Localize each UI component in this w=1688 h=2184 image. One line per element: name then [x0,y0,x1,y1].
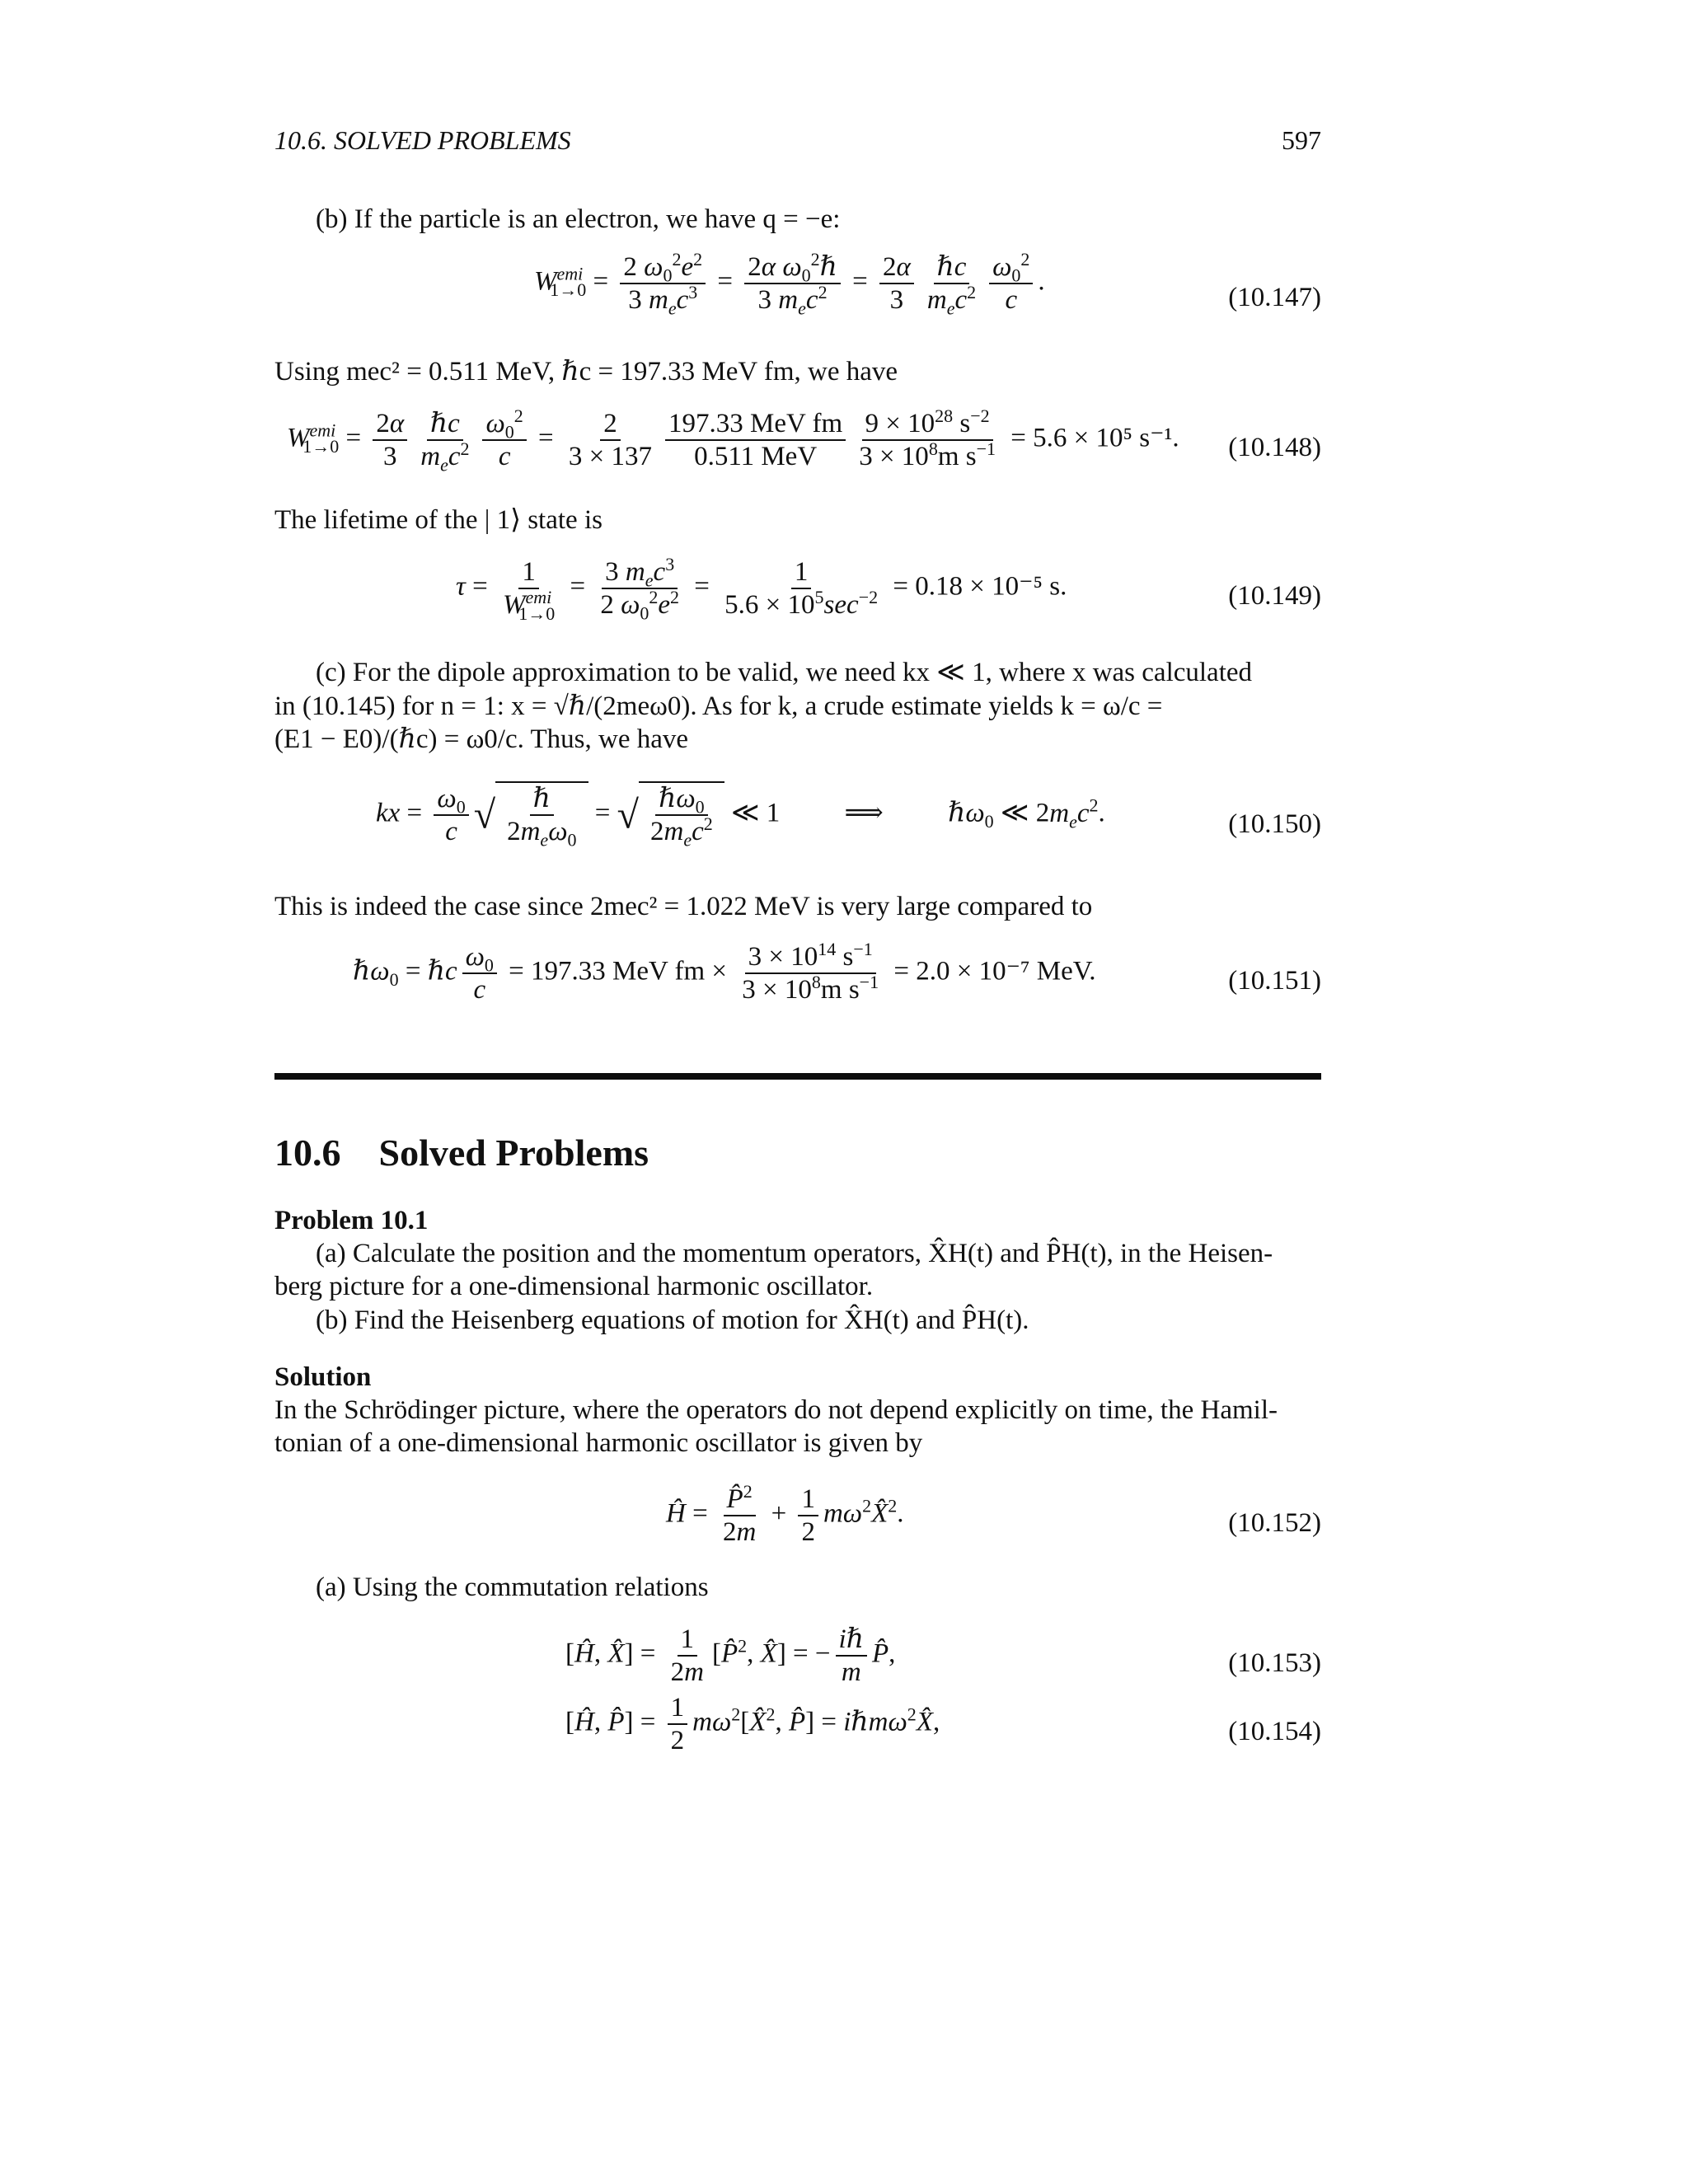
commutation-line: (a) Using the commutation relations [316,1572,709,1602]
section-title: Solved Problems [378,1132,649,1174]
problem-a-line-2: berg picture for a one-dimensional harmonic oscillator. [274,1272,874,1301]
part-c-line-3: (E1 − E0)/(ℏc) = ω0/c. Thus, we have [274,724,689,754]
section-number: 10.6 [274,1132,341,1174]
equation-number-10-148: (10.148) [1228,433,1321,462]
equation-10-149: τ = $\frac{1}{W^{emi}_{1\to 0}}$ = $\frac{3 m_ec^3}{2 \omega_0^2e^2}$ = $\frac{1}{5.6 \times 10^5\sec^{-2}}$ = 0.18 × 10⁻⁵ s. [456,554,1067,624]
solution-line-2: tonian of a one-dimensional harmonic oscillator is given by [274,1428,923,1458]
equation-10-153: [Ĥ, X̂] = $\frac{1}{2m}$ [P̂$^2$, X̂] = − $\frac{\text{iℏ}}{m}$ P̂, [565,1624,896,1687]
equation-number-10-153: (10.153) [1228,1648,1321,1678]
equation-10-148-result: = 5.6 × 10⁵ s⁻¹. [1010,423,1179,453]
equation-number-10-147: (10.147) [1228,283,1321,312]
running-title: 10.6. SOLVED PROBLEMS [274,125,571,155]
equation-number-10-152: (10.152) [1228,1508,1321,1538]
equation-10-154: [Ĥ, P̂] = $\frac{1}{2}$ $m\omega^2[X̂^2$, P̂] = iℏmω$^2$X̂, [565,1693,940,1755]
equation-10-151: ℏω$_0$ = ℏc $\frac{\omega_0}{c}$ = 197.33 MeV fm × $\frac{3 \times 10^{14} s^{-1}}{3 \times 10^8m s^{-1}}$ = 2.0 × 10⁻⁷ MeV. [353,939,1096,1005]
equation-number-10-150: (10.150) [1228,809,1321,839]
problem-title: Problem 10.1 [274,1206,429,1235]
equation-10-151-result: = 2.0 × 10⁻⁷ MeV. [893,956,1096,987]
equation-number-10-149: (10.149) [1228,581,1321,611]
equation-10-150: kx = $\frac{\omega_0}{c}$ √ $\frac{\text{ℏ}}{2m_e\omega_0}$ = √ $\frac{\hbar\omega_0}{2m_ec^2}$ ≪ 1 ⟹ ℏω$_0$ ≪ $2m_ec^2$. [376,781,1105,847]
using-line: Using mec² = 0.511 MeV, ℏc = 197.33 MeV fm, we have [274,357,898,387]
page-number: 597 [1282,125,1321,155]
section-divider [274,1073,1321,1080]
problem-b-line: (b) Find the Heisenberg equations of motion for X̂H(t) and P̂H(t). [316,1305,1029,1335]
equation-10-148: $W^{emi}_{1\to 0}$ = $\frac{2\alpha}{3}$ $\frac{\text{ℏc}}{m_ec^2}$ $\frac{\omega_0^2}{c}$ = $\frac{2}{3 \times 137}$ $\frac{\text{197.33 MeV fm}}{\text{0.511 MeV}}$ $\frac{9 \times 10^{28} s^{-2}}{3 \times 10^8m s^{-1}}$ = 5.6 × 10⁵ s⁻¹. [287,405,1179,476]
problem-a-line-1: (a) Calculate the position and the momentum operators, X̂H(t) and P̂H(t), in the Heisen- [316,1239,1273,1268]
part-c-line-2: in (10.145) for n = 1: x = √ℏ/(2meω0). As for k, a crude estimate yields k = ω/c = [274,691,1163,721]
solution-title: Solution [274,1362,372,1392]
part-c-line-1: (c) For the dipole approximation to be valid, we need kx ≪ 1, where x was calculated [316,658,1253,687]
section-heading [274,1131,649,1174]
solution-line-1: In the Schrödinger picture, where the operators do not depend explicitly on time, the Hamil- [274,1395,1278,1425]
lifetime-line: The lifetime of the | 1⟩ state is [274,505,603,535]
equation-10-147: $W^{emi}_{1\to 0}$ = $\frac{2 \omega_0^2e^2}{3 m_ec^3}$ = $\frac{2\alpha \omega_0^2\hbar}{3 m_ec^2}$ = $\frac{2\alpha}{3}$ $\frac{\text{ℏc}}{m_ec^2}$ $\frac{\omega_0^2}{c}$ . [534,249,1045,319]
indeed-line: This is indeed the case since 2mec² = 1.022 MeV is very large compared to [274,892,1093,921]
equation-number-10-154: (10.154) [1228,1717,1321,1746]
equation-10-149-result: = 0.18 × 10⁻⁵ s. [893,571,1067,602]
equation-10-152: Ĥ = $\frac{P̂^2}{2m}$ + $\frac{1}{2}$ $m\omega^2X̂^2$. [666,1481,904,1547]
part-b-intro: (b) If the particle is an electron, we have q = −e: [316,204,841,234]
equation-number-10-151: (10.151) [1228,966,1321,996]
